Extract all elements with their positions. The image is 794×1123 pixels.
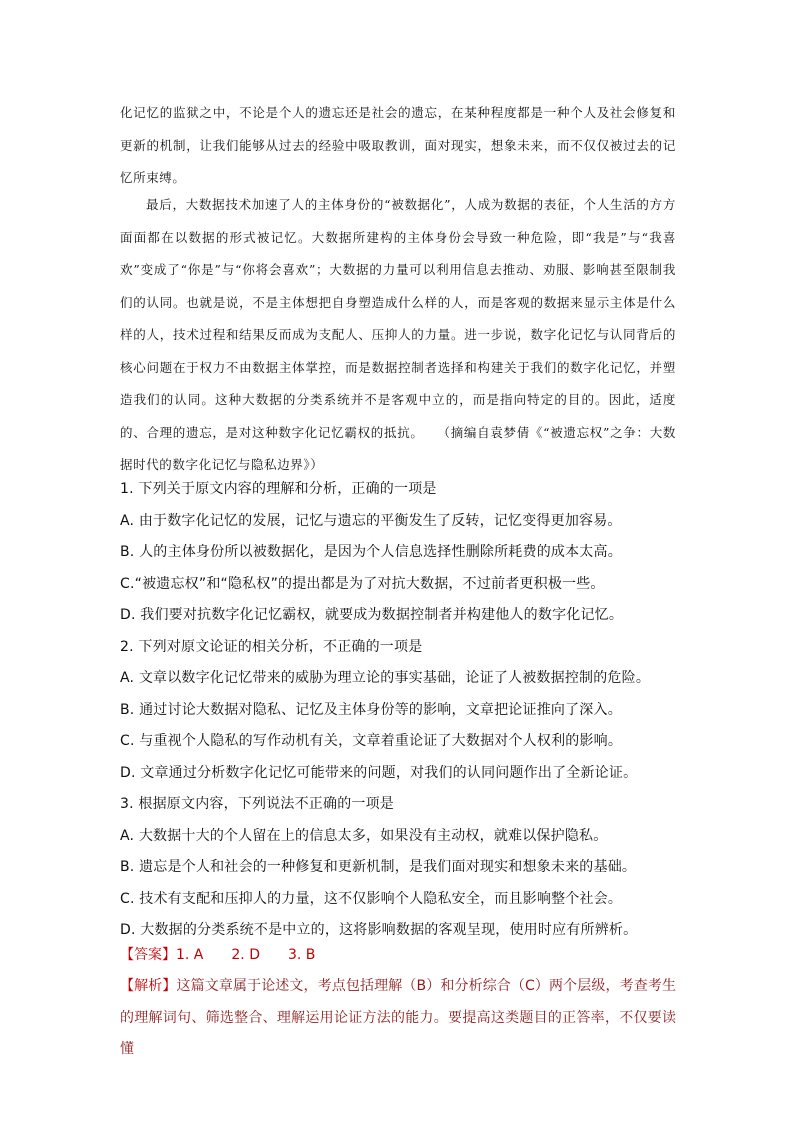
option-1c: C.“被遗忘权”和“隐私权”的提出都是为了对抗大数据，不过前者更积极一些。 — [120, 575, 605, 592]
answer-tag: 【答案】 — [120, 947, 176, 963]
analysis-text: 这篇文章属于论述文，考点包括理解（B）和分析综合（C）两个层级，考查考生的理解词句、筛选整合、理解运用论证方法的能力。要提高这类题目的正答率，不仅要读懂 — [120, 978, 676, 1057]
answer-line — [120, 940, 676, 972]
question-stem-2: 2. 下列对原文论证的相关分析，不正确的一项是 — [120, 638, 423, 655]
answer-text: 1. A 2. D 3. B — [176, 947, 316, 963]
analysis-tag: 【解析】 — [120, 978, 177, 994]
option-3c: C. 技术有支配和压抑人的力量，这不仅影响个人隐私安全，而且影响整个社会。 — [120, 890, 623, 907]
passage-paragraph-1: 化记忆的监狱之中，不论是个人的遗忘还是社会的遗忘，在某种程度都是一种个人及社会修复和更新的机制，让我们能够从过去的经验中吸取教训，面对现实，想象未来，而不仅仅被过去的记忆所束缚。 — [120, 105, 676, 185]
option-2c: C. 与重视个人隐私的写作动机有关，文章着重论证了大数据对个人权利的影响。 — [120, 733, 623, 749]
option-2d: D. 文章通过分析数字化记忆可能带来的问题，对我们的认同问题作出了全新论证。 — [120, 764, 638, 781]
option-1a: A. 由于数字化记忆的发展，记忆与遗忘的平衡发生了反转，记忆变得更加容易。 — [120, 512, 622, 529]
option-3b: B. 遗忘是个人和社会的一种修复和更新机制，是我们面对现实和想象未来的基础。 — [120, 859, 637, 875]
option-1b: B. 人的主体身份所以被数据化，是因为个人信息选择性删除所耗费的成本太高。 — [120, 544, 622, 560]
option-2b: B. 通过讨论大数据对隐私、记忆及主体身份等的影响，文章把论证推向了深入。 — [120, 701, 622, 718]
passage-paragraph-2: 最后，大数据技术加速了人的主体身份的“被数据化”，人成为数据的表征，个人生活的方方面面都在以数据的形式被记忆。大数据所建构的主体身份会导致一种危险，即“我是”与“我喜欢”变成了“你是”与“你将会喜欢”；大数据的力量可以利用信息去推动、劝服、影响甚至限制我们的认同。也就是说，不是主体想把自身塑造成什么样的人，而是客观的数据来显示主体是什么样的人，技术过程和结果反而成为支配人、压抑人的力量。进一步说，数字化记忆与认同背后的核心问题在于权力不由数据主体掌控，而是数据控制者选择和构建关于我们的数字化记忆，并塑造我们的认同。这种大数据的分类系统并不是客观中立的，而是指向特定的目的。因此，适度的、合理的遗忘，是对这种数字化记忆霸权的抵抗。 （摘编自袁梦倩《“被遗忘权”之争：大数据时代的数字化记忆与隐私边界》） — [120, 197, 676, 472]
option-3a: A. 大数据十大的个人留在上的信息太多，如果没有主动权，就难以保护隐私。 — [120, 827, 608, 844]
option-1d: D. 我们要对抗数字化记忆霸权，就要成为数据控制者并构建他人的数字化记忆。 — [120, 607, 624, 623]
question-list — [120, 474, 676, 947]
question-stem-3: 3. 根据原文内容，下列说法不正确的一项是 — [120, 796, 395, 812]
option-2a: A. 文章以数字化记忆带来的威胁为理立论的事实基础，论证了人被数据控制的危险。 — [120, 670, 651, 686]
question-stem-1: 1. 下列关于原文内容的理解和分析，正确的一项是 — [120, 481, 437, 497]
option-3d: D. 大数据的分类系统不是中立的，这将影响数据的客观呈现，使用时应有所辨析。 — [120, 922, 638, 938]
analysis-block — [120, 971, 676, 1066]
